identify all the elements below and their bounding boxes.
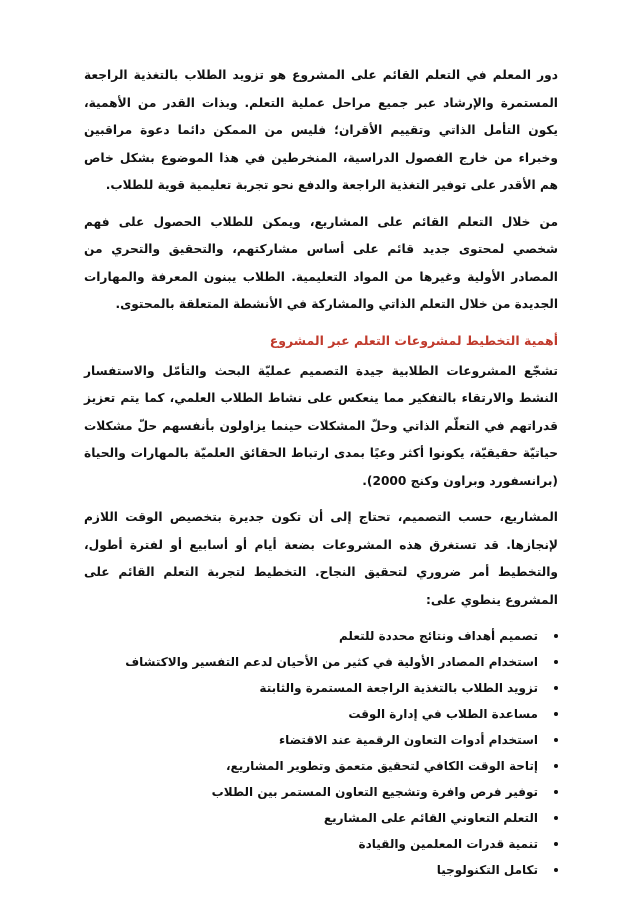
list-item xyxy=(84,805,558,831)
list-item-text: تزويد الطلاب بالتغذية الراجعة المستمرة والثابتة xyxy=(259,681,538,695)
paragraph-project-learning: من خلال التعلم القائم على المشاريع، ويمكن للطلاب الحصول على فهم شخصي لمحتوى جديد قائم على أساس مشاركتهم، والتحقيق والتحري من المصادر الأولية وغيرها من المواد التعليمية. الطلاب يبنون المعرفة والمهارات الجديدة من خلال التعلم الذاتي والمشاركة في الأنشطة المتعلقة بالمحتوى. xyxy=(84,214,558,311)
bullet-icon xyxy=(554,790,558,794)
list-item-text: استخدام أدوات التعاون الرقمية عند الاقتضاء xyxy=(278,733,538,747)
list-item xyxy=(84,753,558,779)
list-item-text: إتاحة الوقت الكافي لتحقيق متعمق وتطوير المشاريع، xyxy=(226,759,538,773)
planning-bullet-list xyxy=(84,623,558,883)
list-item-text: تصميم أهداف ونتائج محددة للتعلم xyxy=(339,629,538,643)
list-item-text: تنمية قدرات المعلمين والقيادة xyxy=(358,837,538,851)
list-item-text: مساعدة الطلاب في إدارة الوقت xyxy=(348,707,538,721)
bullet-icon xyxy=(554,634,558,638)
document-page xyxy=(84,62,558,883)
list-item xyxy=(84,857,558,883)
bullet-icon xyxy=(554,842,558,846)
list-item xyxy=(84,675,558,701)
list-item-text: التعلم التعاوني القائم على المشاريع xyxy=(323,811,538,825)
list-item xyxy=(84,649,558,675)
bullet-icon xyxy=(554,712,558,716)
bullet-icon xyxy=(554,868,558,872)
bullet-icon xyxy=(554,816,558,820)
list-item-text: توفير فرص وافرة وتشجيع التعاون المستمر بين الطلاب xyxy=(211,785,538,799)
list-item xyxy=(84,779,558,805)
paragraph-planning: المشاريع، حسب التصميم، تحتاج إلى أن تكون جديرة بتخصيص الوقت اللازم لإنجازها. قد تستغرق هذه المشروعات بضعة أيام أو أسابيع أو لفترة أطول، والتخطيط أمر ضروري لتحقيق النجاح. التخطيط لتجربة التعلم القائم على المشروع ينطوي على: xyxy=(84,510,558,607)
section-heading: أهمية التخطيط لمشروعات التعلم عبر المشروع xyxy=(269,332,558,348)
bullet-icon xyxy=(554,686,558,690)
list-item xyxy=(84,701,558,727)
list-item xyxy=(84,623,558,649)
paragraph-well-designed-projects: تشجّع المشروعات الطلابية جيدة التصميم عمليّة البحث والتأمّل والاستفسار النشط والارتقاء بالتفكير مما ينعكس على نشاط الطلاب العلمي، كما يتم تعزيز قدراتهم في التعلّم الذاتي وحلّ المشكلات حينما يزاولون بأنفسهم حلّ مشكلات حياتيّة حقيقيّة، يكونوا أكثر وعيًا بمدى ارتباط الحقائق العلميّة بالمهارات والحياة (برانسفورد وبراون وكنج 2000). xyxy=(84,363,558,488)
paragraph-teacher-role: دور المعلم في التعلم القائم على المشروع هو تزويد الطلاب بالتغذية الراجعة المستمرة والإرشاد عبر جميع مراحل عملية التعلم. وبذات القدر من الأهمية، يكون التأمل الذاتي وتقييم الأقران؛ فليس من الممكن دائما دعوة مراقبين وخبراء من خارج الفصول الدراسية، المنخرطين في هذا الموضوع بشكل خاص هم الأقدر على توفير التغذية الراجعة والدفع نحو تجربة تعليمية قوية للطلاب. xyxy=(84,68,558,192)
list-item-text: استخدام المصادر الأولية في كثير من الأحيان لدعم التفسير والاكتشاف xyxy=(125,655,538,669)
bullet-icon xyxy=(554,660,558,664)
list-item xyxy=(84,831,558,857)
bullet-icon xyxy=(554,764,558,768)
list-item xyxy=(84,727,558,753)
bullet-icon xyxy=(554,738,558,742)
list-item-text: تكامل التكنولوجيا xyxy=(436,863,538,877)
